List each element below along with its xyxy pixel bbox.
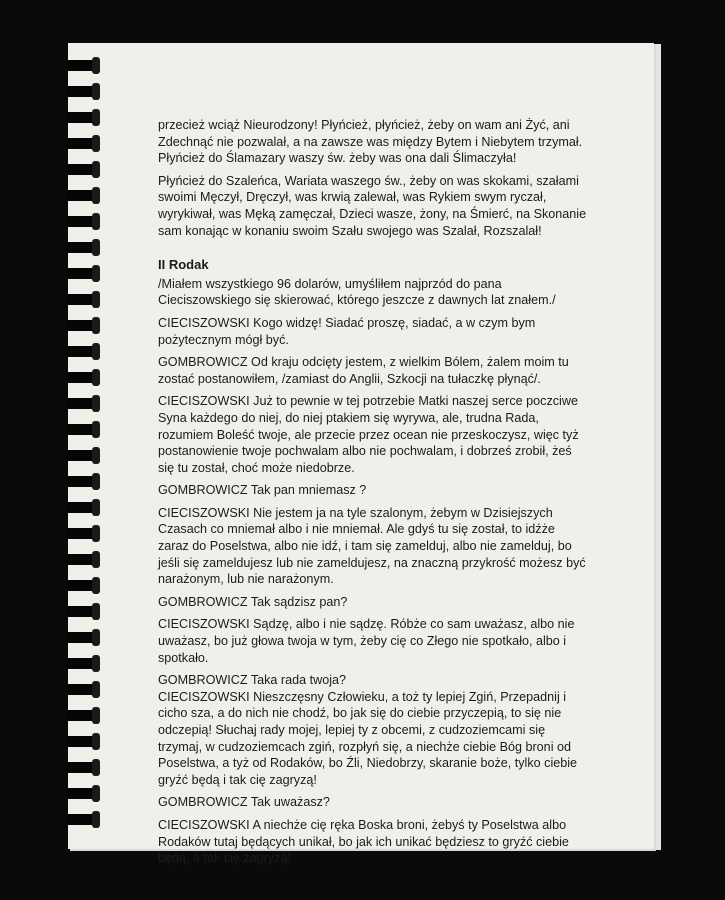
- binding-ring: [66, 788, 98, 799]
- dialogue-line: GOMBROWICZ Od kraju odcięty jestem, z wielkim Bólem, żalem moim tu zostać postanowiłem, /zamiast do Anglii, Szkocji na tułaczkę płynąć/.: [158, 355, 569, 386]
- binding-ring: [66, 372, 98, 383]
- dialogue-line: CIECISZOWSKI Nie jestem ja na tyle szalonym, żebym w Dzisiejszych Czasach co mniemał albo i nie mniemał. Ale gdyś tu się został, to idźże zaraz do Poselstwa, albo nie idź, i tam się zamelduj, albo nie zamelduj, bo jeśli się zameldujesz lub nie zameldujesz, na znaczną przykrość możesz być narażonym, lub nie narażonym.: [158, 505, 586, 587]
- binding-ring: [66, 346, 98, 357]
- binding-ring: [66, 242, 98, 253]
- binding-ring: [66, 684, 98, 695]
- dialogue-line: CIECISZOWSKI Sądzę, albo i nie sądzę. Róbże co sam uważasz, albo nie uważasz, bo już głowa twoja w tym, żeby cię co Złego nie spotkało, albo i spotkało.: [158, 617, 575, 665]
- binding-ring: [66, 112, 98, 123]
- binding-ring: [66, 554, 98, 565]
- binding-ring: [66, 710, 98, 721]
- binding-ring: [66, 502, 98, 513]
- binding-ring: [66, 606, 98, 617]
- binding-ring: [66, 736, 98, 747]
- binding-ring: [66, 476, 98, 487]
- document-text: [158, 117, 588, 873]
- binding-ring: [66, 424, 98, 435]
- binding-ring: [66, 216, 98, 227]
- binding-ring: [66, 268, 98, 279]
- paragraph: przecież wciąż Nieurodzony! Płyńcież, płyńcież, żeby on wam ani Żyć, ani Zdechnąć nie pozwalał, a na zawsze was między Bytem i Niebytem trzymał. Płyńcież do Ślamazary waszy św. żeby was ona dali Ślimaczyła!: [158, 118, 583, 166]
- binding-ring: [66, 190, 98, 201]
- binding-ring: [66, 60, 98, 71]
- section-heading: II Rodak: [158, 257, 209, 273]
- binding-ring: [66, 164, 98, 175]
- binding-ring: [66, 398, 98, 409]
- dialogue-line: GOMBROWICZ Tak uważasz?: [158, 795, 330, 810]
- binding-ring: [66, 320, 98, 331]
- binding-ring: [66, 138, 98, 149]
- stage-direction: /Miałem wszystkiego 96 dolarów, umyśliłem najprzód do pana Cieciszowskiego się skierować, którego jeszcze z dawnych lat znałem./: [158, 276, 556, 308]
- binding-ring: [66, 86, 98, 97]
- binding-ring: [66, 632, 98, 643]
- binding-ring: [66, 762, 98, 773]
- binding-ring: [66, 814, 98, 825]
- binding-ring: [66, 528, 98, 539]
- binding-ring: [66, 450, 98, 461]
- dialogue-line: GOMBROWICZ Tak sądzisz pan?: [158, 594, 348, 609]
- dialogue-line: CIECISZOWSKI A niechże cię ręka Boska broni, żebyś ty Poselstwa albo Rodaków tutaj będących unikał, bo jak ich unikać będziesz to gryźć ciebie będą, a tak cię zagryzą!: [158, 817, 569, 866]
- dialogue-line: CIECISZOWSKI Nieszczęsny Człowieku, a toż ty lepiej Zgiń, Przepadnij i cicho sza, a do nich nie chodź, bo jak się do ciebie przyczepią, to się nie odczepią! Słuchaj rady mojej, lepiej ty z obcemi, z cudzoziemcami się trzymaj, w cudzoziemcach zgiń, rozpłyń się, a niechże ciebie Bóg broni od Poselstwa, a tyż od Rodaków, bo Źli, Niedobrzy, skaranie boże, tylko ciebie gryźć będą i tak cię zagryzą!: [158, 689, 578, 787]
- dialogue-line: CIECISZOWSKI Kogo widzę! Siadać proszę, siadać, a w czym bym pożytecznym mógł być.: [158, 315, 536, 347]
- binding-ring: [66, 658, 98, 669]
- binding-ring: [66, 294, 98, 305]
- binding-ring: [66, 580, 98, 591]
- dialogue-line: GOMBROWICZ Tak pan mniemasz ?: [158, 483, 367, 498]
- paragraph: Płyńcież do Szaleńca, Wariata waszego św., żeby on was skokami, szałami swoimi Męczył, Dręczył, was krwią zalewał, was Rykiem swym ryczał, wyrykiwał, was Męką zamęczał, Dzieci wasze, żony, na Śmierć, na Skonanie sam konając w konaniu swoim Szału swojego was Szalał, Rozszalał!: [158, 173, 587, 238]
- dialogue-line: CIECISZOWSKI Już to pewnie w tej potrzebie Matki naszej serce poczciwe Syna każdego do niej, do niej ptakiem się wyrywa, ale, trudna Rada, rozumiem Boleść twoje, ale przecie przez ocean nie przeskoczysz, więc tyż postanowienie twoje pochwalam albo nie pochwalam, i dobrześ zrobił, żeś się tu został, choć może niedobrze.: [158, 394, 579, 475]
- dialogue-line: GOMBROWICZ Taka rada twoja?: [158, 673, 347, 688]
- spiral-binding: [56, 48, 112, 848]
